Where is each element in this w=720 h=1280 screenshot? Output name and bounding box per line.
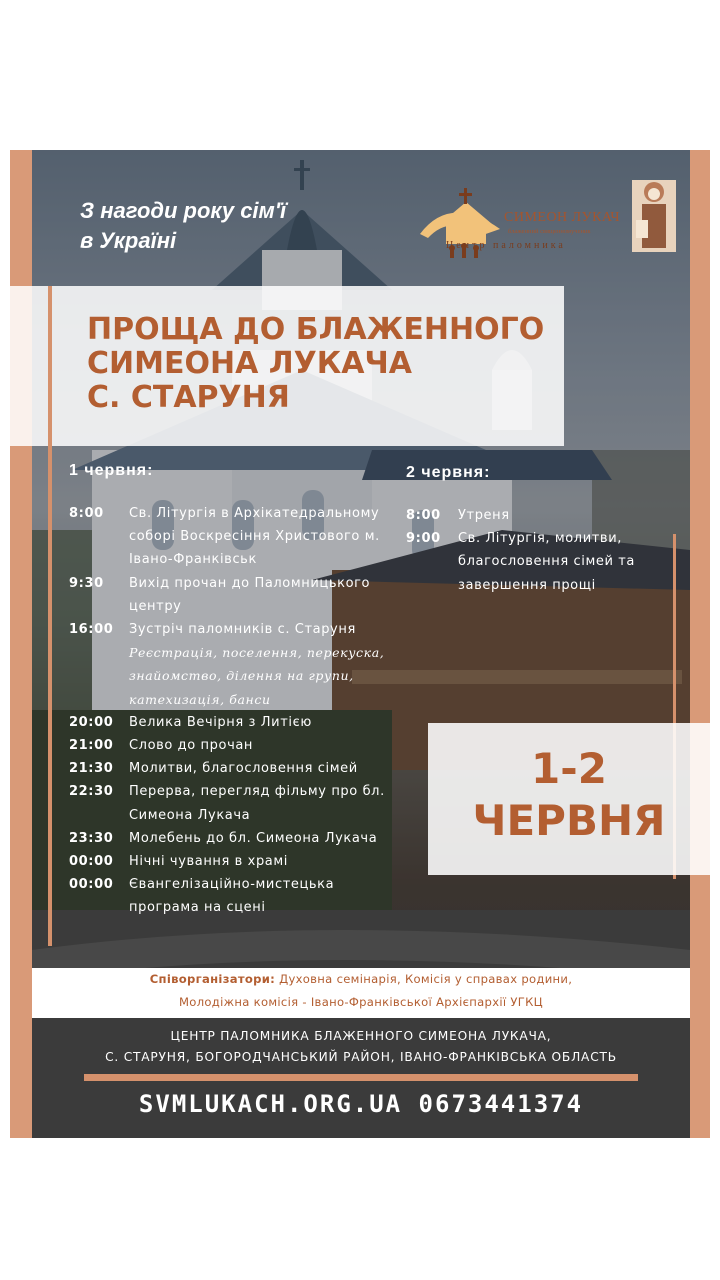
schedule-time: 20:00	[69, 714, 114, 730]
schedule-row	[69, 873, 409, 919]
schedule-row	[69, 757, 409, 780]
day1-heading: 1 червня:	[69, 462, 154, 479]
schedule-row	[69, 850, 409, 873]
date-month: ЧЕРВНЯ	[472, 796, 666, 845]
schedule-text: Утреня	[458, 508, 510, 523]
title-line-2: СИМЕОНА ЛУКАЧА	[87, 346, 412, 381]
day2-heading: 2 червня:	[406, 464, 491, 481]
schedule-row	[406, 504, 646, 527]
schedule-text: Нічні чування в храмі	[129, 854, 288, 870]
schedule-time: 00:00	[69, 877, 114, 893]
schedule-row	[69, 827, 409, 850]
schedule-time: 16:00	[69, 622, 114, 638]
date-box	[428, 723, 710, 875]
schedule-row	[69, 502, 409, 572]
day1-schedule	[69, 502, 409, 920]
schedule-time: 00:00	[69, 854, 114, 870]
logo-center-text: Центр паломника	[446, 240, 566, 251]
schedule-row	[69, 711, 409, 734]
schedule-text: Св. Літургія в Архікатедральному соборі Воскресіння Христового м. Івано-Франківськ	[129, 506, 380, 568]
schedule-time: 21:00	[69, 738, 114, 754]
accent-bar	[84, 1074, 638, 1081]
schedule-text: Велика Вечірня з Литією	[129, 714, 312, 730]
organizers-line-1	[32, 968, 690, 991]
schedule-time: 9:00	[406, 531, 441, 547]
schedule-text: Вихід прочан до Паломницького центру	[129, 575, 371, 614]
schedule-text: Св. Літургія, молитви, благословення сімей та завершення прощі	[458, 531, 635, 593]
organizers-band	[32, 968, 690, 1018]
schedule-time: 8:00	[69, 506, 104, 521]
organizers-line-2: Молодіжна комісія - Івано-Франківської Архієпархії УГКЦ	[179, 995, 543, 1009]
pilgrim-center-logo	[410, 174, 680, 264]
schedule-row	[406, 527, 646, 597]
schedule-text: Молебень до бл. Симеона Лукача	[129, 830, 378, 846]
date-range: 1-2	[531, 744, 607, 793]
schedule-text: Євангелізаційно-мистецька програма на сцені	[129, 877, 335, 916]
schedule-time: 23:30	[69, 830, 114, 846]
organizers-label: Співорганізатори:	[149, 972, 276, 986]
schedule-time: 8:00	[406, 508, 441, 523]
schedule-time: 9:30	[69, 575, 104, 591]
logo-subtitle: блаженний священномученик	[508, 228, 591, 235]
subtitle-line-2: в Україні	[80, 228, 177, 253]
schedule-row	[69, 618, 409, 711]
schedule-text: Перерва, перегляд фільму про бл. Симеона Лукача	[129, 784, 385, 823]
schedule-text: Зустріч паломників с. Старуня	[129, 622, 356, 638]
address-line-1: ЦЕНТР ПАЛОМНИКА БЛАЖЕННОГО СИМЕОНА ЛУКАЧА,	[170, 1029, 552, 1043]
address-line-2: С. СТАРУНЯ, БОГОРОДЧАНСЬКИЙ РАЙОН, ІВАНО-ФРАНКІВСЬКА ОБЛАСТЬ	[105, 1050, 617, 1064]
address	[32, 1026, 690, 1068]
schedule-row	[69, 734, 409, 757]
poster-subtitle	[80, 196, 380, 256]
poster	[10, 150, 710, 1138]
logo-title: СИМЕОН ЛУКАЧ	[504, 210, 620, 225]
title-box	[10, 286, 564, 446]
left-accent-line	[48, 446, 52, 946]
event-dates	[428, 743, 710, 847]
schedule-text: Слово до прочан	[129, 738, 254, 754]
title-line-1: ПРОЩА ДО БЛАЖЕННОГО	[87, 312, 545, 347]
title-accent-line	[48, 286, 52, 446]
schedule-row	[69, 780, 409, 826]
day2-schedule	[406, 504, 646, 597]
schedule-row	[69, 572, 409, 618]
schedule-note: Реєстрація, поселення, перекуска, знайомство, ділення на групи, катехизація, банси	[129, 645, 385, 707]
contact-info: SVMLUKACH.ORG.UA 0673441374	[138, 1090, 584, 1118]
poster-title	[87, 313, 557, 415]
organizers-text-1: Духовна семінарія, Комісія у справах родини,	[275, 972, 573, 986]
schedule-time: 22:30	[69, 784, 114, 800]
subtitle-line-1: З нагоди року сім'ї	[80, 198, 287, 223]
schedule-time: 21:30	[69, 761, 114, 777]
schedule-text: Молитви, благословення сімей	[129, 761, 358, 777]
title-line-3: С. СТАРУНЯ	[87, 380, 290, 415]
